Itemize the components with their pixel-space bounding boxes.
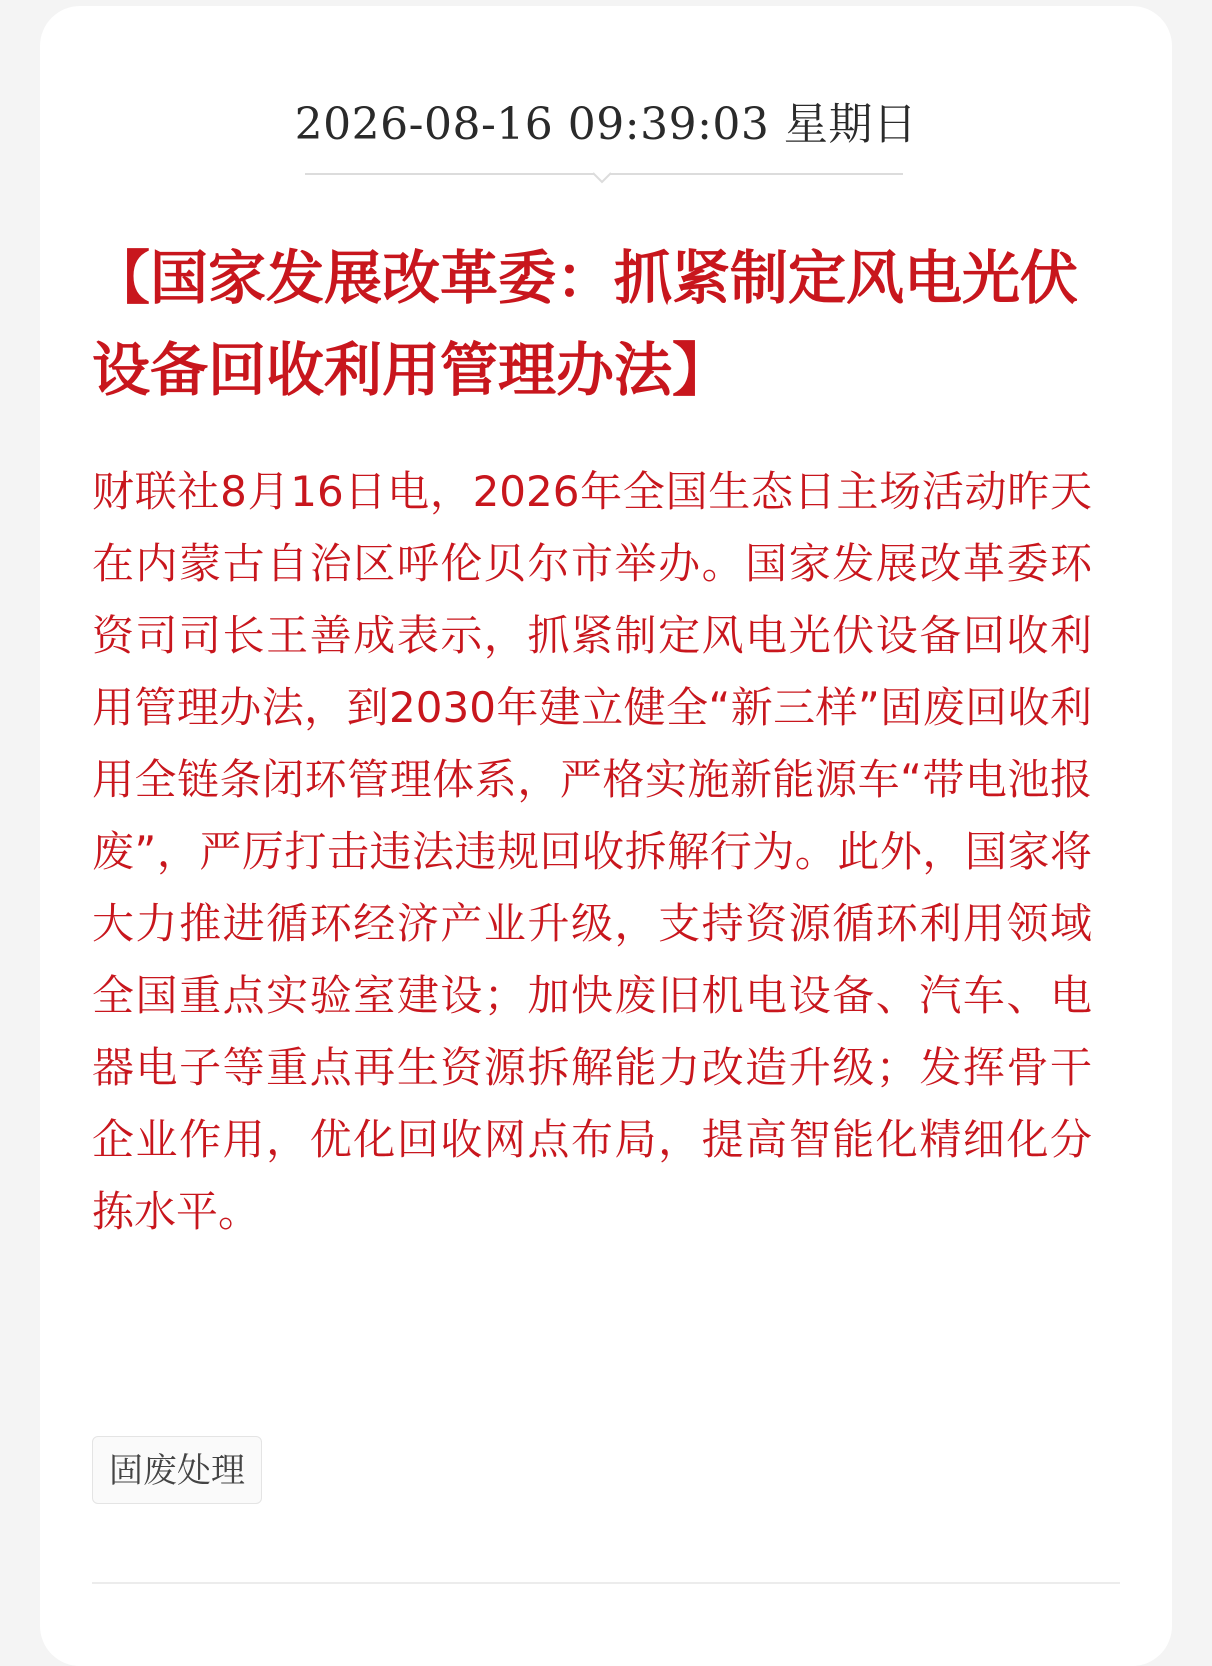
divider-notch-icon xyxy=(592,165,612,185)
publish-datetime: 2026-08-16 09:39:03 星期日 xyxy=(294,99,918,150)
article-body: 财联社8月16日电，2026年全国生态日主场活动昨天在内蒙古自治区呼伦贝尔市举办。国家发展改革委环资司司长王善成表示，抓紧制定风电光伏设备回收利用管理办法，到2030年建立健全“新三样”固废回收利用全链条闭环管理体系，严格实施新能源车“带电池报废”，严厉打击违法违规回收拆解行为。此外，国家将大力推进循环经济产业升级，支持资源循环利用领域全国重点实验室建设；加快废旧机电设备、汽车、电器电子等重点再生资源拆解能力改造升级；发挥骨干企业作用，优化回收网点布局，提高智能化精细化分拣水平。 xyxy=(92,467,1092,1236)
bottom-divider xyxy=(92,1582,1120,1584)
topic-tag[interactable]: 固废处理 xyxy=(92,1436,262,1504)
article-headline: 【国家发展改革委：抓紧制定风电光伏设备回收利用管理办法】 xyxy=(92,244,1079,404)
